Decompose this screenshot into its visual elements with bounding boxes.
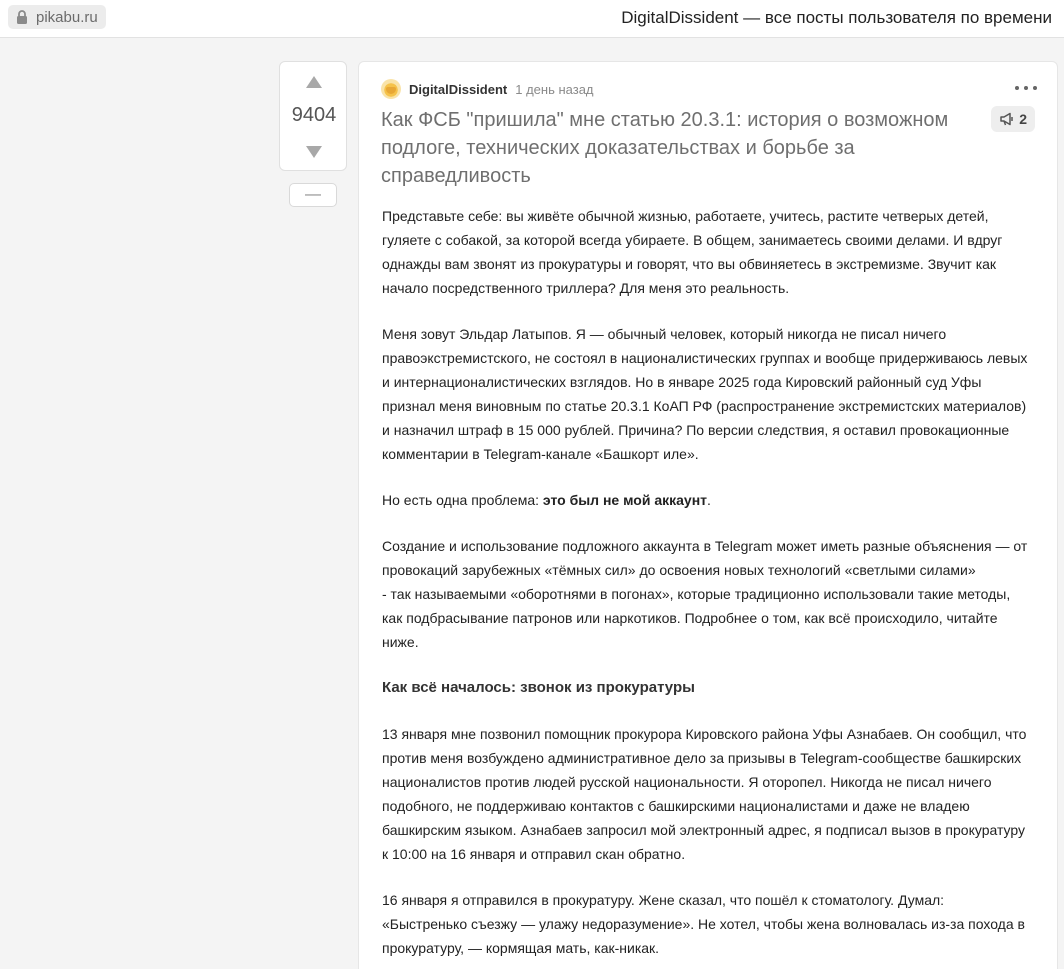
megaphone-icon	[999, 112, 1015, 126]
url-text: pikabu.ru	[36, 8, 98, 26]
story-title[interactable]: Как ФСБ "пришила" мне статью 20.3.1: история о возможном подлоге, технических доказательствах и борьбе за справедливость	[381, 109, 949, 187]
story-card	[358, 61, 1058, 969]
story-paragraph: Представьте себе: вы живёте обычной жизнью, работаете, учитесь, растите четверых детей, гуляете с собакой, за которой всегда убираете. В общем, занимаетесь своими делами. И вдруг однажды вам звонят из прокуратуры и говорят, что вы обвиняетесь в экстремизме. Звучит как начало посредственного триллера? Для меня это реальность.	[382, 208, 1003, 296]
vote-down-button[interactable]	[280, 140, 348, 164]
hide-story-button[interactable]: —	[289, 183, 337, 207]
rating-widget	[279, 61, 347, 171]
rating-value: 9404	[291, 104, 337, 126]
story-header	[381, 78, 594, 100]
author-link[interactable]: DigitalDissident	[409, 81, 508, 97]
vote-up-button[interactable]	[280, 70, 348, 94]
story-paragraph: 13 января мне позвонил помощник прокурора Кировского района Уфы Азнабаев. Он сообщил, что против меня возбуждено административное дело за призывы в Telegram-сообществе башкирских националистов против людей русской национальности. Я оторопел. Никогда не писал ничего подобного, не поддерживаю контактов с башкирскими националистами и даже не владею башкирским языком. Азнабаев запросил мой электронный адрес, я подписал вызов в прокуратуру к 10:00 на 16 января и отправил скан обратно.	[382, 726, 1027, 862]
post-time: 1 день назад	[515, 81, 594, 97]
browser-address-bar	[0, 0, 1064, 38]
story-paragraph: 16 января я отправился в прокуратуру. Жене сказал, что пошёл к стоматологу. Думал: «Быстренько съезжу — улажу недоразумение». Не хотел, чтобы жена волновалась из-за похода в прокуратуру, — кормящая мать, как-никак.	[382, 892, 1025, 956]
avatar[interactable]	[381, 79, 401, 99]
paragraph-line: - так называемыми «оборотнями в погонах», которые традиционно использовали такие методы, как подбрасывание патронов или наркотиков. Подробнее о том, как всё происходило, читайте ниже.	[382, 586, 1011, 650]
story-paragraph	[382, 488, 1032, 512]
story-paragraph: Меня зовут Эльдар Латыпов. Я — обычный человек, который никогда не писал ничего правоэкстремистского, не состоял в националистических группах и вообще придерживаюсь левых и интернационалистических взглядов. Но в январе 2025 года Кировский районный суд Уфы признал меня виновным по статье 20.3.1 КоАП РФ (распространение экстремистских материалов) и назначил штраф в 15 000 рублей. Причина? По версии следствия, я оставил провокационные комментарии в Telegram-канале «Башкорт иле».	[382, 326, 1028, 462]
lock-icon	[14, 9, 30, 25]
paragraph-bold-text: это был не мой аккаунт	[542, 492, 708, 508]
more-dots-icon[interactable]	[1015, 78, 1037, 98]
story-paragraph	[382, 534, 1032, 654]
page-title: DigitalDissident — все посты пользователя по времени	[621, 8, 1052, 27]
section-heading: Как всё началось: звонок из прокуратуры	[382, 679, 695, 696]
arrow-down-icon	[305, 145, 323, 159]
url-field[interactable]	[8, 5, 106, 29]
arrow-up-icon	[305, 75, 323, 89]
paragraph-text: .	[707, 492, 711, 508]
comments-button[interactable]	[991, 106, 1035, 132]
paragraph-text: Но есть одна проблема:	[382, 492, 543, 508]
paragraph-line: Создание и использование подложного аккаунта в Telegram может иметь разные объяснения — от провокаций зарубежных «тёмных сил» до освоения новых технологий «светлыми силами»	[382, 538, 1028, 578]
comments-count: 2	[1019, 111, 1027, 127]
story-body	[382, 204, 1032, 969]
